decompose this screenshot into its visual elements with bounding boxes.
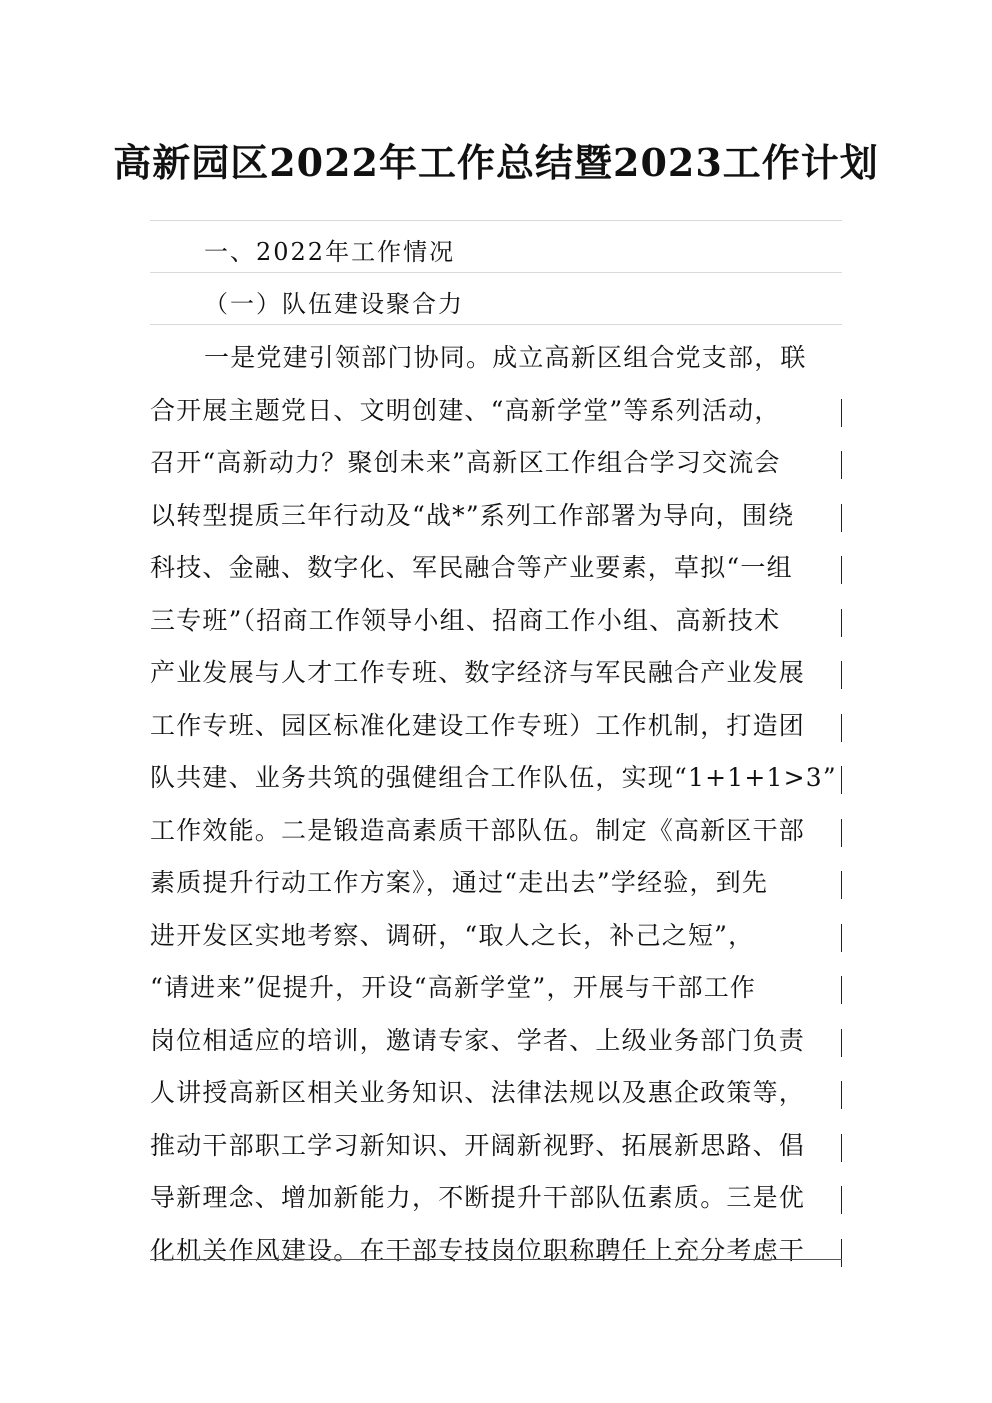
text-line <box>150 332 842 385</box>
text-line-content: 工作效能。二是锻造高素质干部队伍。制定《高新区干部 <box>150 815 806 845</box>
line-end-marker <box>841 504 842 532</box>
line-end-marker <box>841 1239 842 1267</box>
text-line <box>150 1067 842 1120</box>
divider <box>150 220 842 221</box>
text-line-content: 三专班”（招商工作领导小组、招商工作小组、高新技术 <box>150 605 781 635</box>
divider <box>150 272 842 273</box>
text-line-content: 产业发展与人才工作专班、数字经济与军民融合产业发展 <box>150 658 806 687</box>
text-line <box>150 700 842 753</box>
line-end-marker <box>841 871 842 899</box>
text-line-content: 进开发区实地考察、调研，“取人之长，补己之短”， <box>150 920 755 950</box>
line-end-marker <box>841 399 842 427</box>
body-paragraph <box>150 332 842 1277</box>
line-end-marker <box>841 556 842 584</box>
line-end-marker <box>841 976 842 1004</box>
text-line <box>150 752 842 805</box>
text-line-content: 以转型提质三年行动及“战*”系列工作部署为导向，围绕 <box>150 500 795 530</box>
text-line <box>150 1225 842 1278</box>
line-end-marker <box>841 1134 842 1162</box>
text-line-content: 人讲授高新区相关业务知识、法律法规以及惠企政策等， <box>150 1078 806 1107</box>
text-line-content: 召开“高新动力？聚创未来”高新区工作组合学习交流会 <box>150 448 781 477</box>
line-end-marker <box>841 714 842 742</box>
text-line-content: 岗位相适应的培训，邀请专家、学者、上级业务部门负责 <box>150 1025 806 1055</box>
line-end-marker <box>841 1029 842 1057</box>
line-end-marker <box>841 1186 842 1214</box>
text-line-content: 一是党建引领部门协同。成立高新区组合党支部，联 <box>204 343 807 372</box>
text-line <box>150 595 842 648</box>
line-end-marker <box>841 661 842 689</box>
text-line-content: 化机关作风建设。在干部专技岗位职称聘任上充分考虑干 <box>150 1235 806 1265</box>
text-line <box>150 910 842 963</box>
text-line <box>150 805 842 858</box>
text-line <box>150 962 842 1015</box>
text-line-content: “请进来”促提升，开设“高新学堂”，开展与干部工作 <box>150 973 757 1002</box>
line-end-marker <box>841 1081 842 1109</box>
text-line <box>150 1015 842 1068</box>
text-line-content: 工作专班、园区标准化建设工作专班）工作机制，打造团 <box>150 710 806 740</box>
subsection-heading: （一）队伍建设聚合力 <box>204 290 464 318</box>
line-end-marker <box>841 451 842 479</box>
text-line <box>150 1120 842 1173</box>
text-line <box>150 1172 842 1225</box>
text-line <box>150 385 842 438</box>
text-line-content: 推动干部职工学习新知识、开阔新视野、拓展新思路、倡 <box>150 1130 806 1160</box>
text-line-content: 合开展主题党日、文明创建、“高新学堂”等系列活动， <box>150 395 781 425</box>
line-end-marker <box>841 819 842 847</box>
text-line <box>150 542 842 595</box>
text-line <box>150 490 842 543</box>
text-line-content: 素质提升行动工作方案》，通过“走出去”学经验，到先 <box>150 868 769 897</box>
text-line <box>150 647 842 700</box>
text-line <box>150 437 842 490</box>
text-line <box>150 857 842 910</box>
section-heading: 一、2022年工作情况 <box>204 238 456 266</box>
text-line-content: 队共建、业务共筑的强健组合工作队伍，实现“1+1+1>3” <box>150 763 837 792</box>
line-end-marker <box>841 766 842 794</box>
line-end-marker <box>841 609 842 637</box>
text-line-content: 导新理念、增加新能力，不断提升干部队伍素质。三是优 <box>150 1183 806 1212</box>
divider <box>150 1259 842 1260</box>
text-line-content: 科技、金融、数字化、军民融合等产业要素，草拟“一组 <box>150 553 793 582</box>
divider <box>150 324 842 325</box>
line-end-marker <box>841 924 842 952</box>
document-title: 高新园区2022年工作总结暨2023工作计划 <box>113 140 879 185</box>
